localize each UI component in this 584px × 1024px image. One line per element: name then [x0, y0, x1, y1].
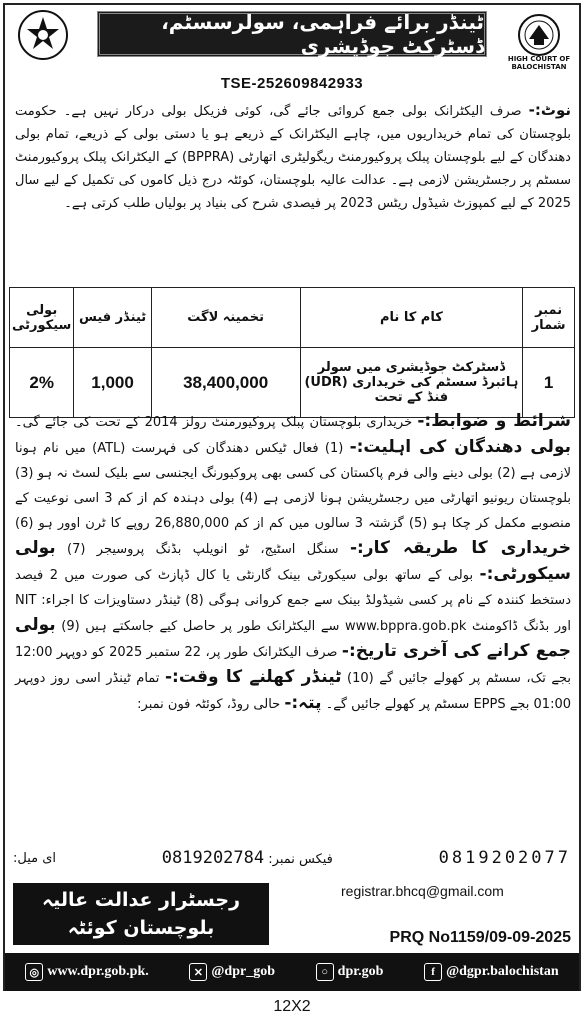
footer-website	[25, 963, 148, 981]
phone-block	[439, 848, 571, 868]
terms-and-conditions	[15, 409, 571, 829]
footer-social-bar	[5, 953, 579, 991]
col-serial: نمبر شمار	[523, 288, 575, 348]
tse-number: TSE-252609842933	[220, 75, 364, 92]
table-header-row	[10, 288, 575, 348]
website-text: www.dpr.gob.pk.	[47, 964, 149, 979]
prq-number: PRQ No1159/09-09-2025	[389, 929, 571, 946]
col-tender-fee: ٹینڈر فیس	[74, 288, 151, 348]
registrar-line-1: رجسٹرار عدالت عالیہ	[41, 889, 241, 911]
deadline-text: صرف الیکٹرانک طور پر، 22 ستمبر 2025 کو دوپہر 12:00 بجے تک، سسٹم پر کھولے جائیں گے (10)	[15, 645, 572, 686]
globe-icon: ◎	[25, 963, 43, 981]
ad-size-label: 12X2	[273, 998, 311, 1015]
terms-text: خریداری بلوچستان پبلک پروکیورمنٹ رولز 2014 کے تحت کی جائے گی۔	[15, 415, 413, 430]
header	[5, 5, 579, 71]
tender-title: ٹینڈر برائے فراہمی، سولرسسٹم، ڈسٹرکٹ جوڈیشری	[97, 11, 487, 57]
instagram-icon: ○	[316, 963, 334, 981]
notice-label: نوٹ:-	[528, 101, 571, 119]
seal-caption: HIGH COURT OF BALOCHISTAN	[507, 55, 571, 71]
table-row	[10, 348, 575, 418]
facebook-text: @dgpr.balochistan	[446, 964, 559, 979]
twitter-text: @dpr_gob	[211, 964, 276, 979]
twitter-icon: ✕	[189, 963, 207, 981]
opening-time-heading: ٹینڈر کھلنے کا وقت:-	[164, 667, 342, 687]
email-address: registrar.bhcq@gmail.com	[341, 883, 504, 899]
col-bid-security: بولی سیکورٹی	[10, 288, 74, 348]
address-text: حالی روڈ، کوئٹہ فون نمبر:	[137, 697, 281, 712]
advertisement-frame	[3, 3, 581, 991]
notice-paragraph	[15, 99, 571, 219]
procurement-method-heading: خریداری کا طریقہ کار:-	[349, 538, 571, 558]
footer-instagram	[316, 963, 384, 981]
cell-serial: 1	[523, 348, 575, 418]
terms-heading: شرائط و ضوابط:-	[417, 411, 571, 431]
col-work-name: کام کا نام	[300, 288, 523, 348]
balochistan-emblem-icon	[15, 9, 71, 61]
eligibility-heading: بولی دھندگان کی اہلیت:-	[349, 437, 571, 457]
procurement-method-text: سنگل اسٹیج، ٹو انویلپ بڈنگ پروسیجر (7)	[67, 542, 339, 557]
footer-twitter	[189, 963, 275, 981]
deadline-heading: بولی جمع کرانے کی آخری تاریخ:-	[15, 615, 572, 661]
cell-work-name: ڈسٹرکٹ جوڈیشری میں سولر ہائبرڈ سسٹم کی خریداری (UDR) فنڈ کے تحت	[300, 348, 523, 418]
footer-facebook	[424, 963, 559, 981]
phone-number: 0819202077	[438, 848, 571, 868]
cell-bid-security: 2%	[10, 348, 74, 418]
eligibility-text: (1) فعال ٹیکس دھندگان کی فہرست (ATL) میں نام ہونا لازمی ہے (2) بولی دینے والی فرم پاکستان کی کسی بھی پروکیورنگ ایجنسی سے بلیک لسٹ نہ ہو (3) بلوچستان ریونیو اتھارٹی میں رجسٹریشن ہونا لازمی ہے (4) بولی دہندہ کم از کم 3 اسی نوعیت کے منصوبے مکمل کر چکا ہو (5) گزشتہ 3 سالوں میں کم از کم 26,880,000 روپے کا ٹرن اوور ہو (6)	[15, 441, 572, 531]
bid-security-text: بولی کے ساتھ بولی سیکورٹی بینک گارنٹی یا کال ڈپازٹ کی صورت میں 2 فیصد دستخط کنندہ کے نام پر کسی شیڈولڈ بینک سے جمع کروانی ہوگی (8) ٹینڈر دستاویزات کا اجراء: NIT اور بڈنگ ڈاکومنٹ www.bppra.gob.pk سے الیکٹرانک طور پر حاصل کیے جاسکتے ہیں (9)	[15, 568, 572, 634]
email-label: ای میل:	[13, 850, 57, 866]
fax-block	[162, 848, 333, 868]
notice-text: صرف الیکٹرانک بولی جمع کروائی جائے گی، کوئی فزیکل بولی درکار نہیں ہے۔ حکومت بلوچستان کی تمام خریداریوں میں، چاہے الیکٹرانک کے ذریعے ہو یا دستی بولی کے ذریعے، تمام بولی دھندگان کے لیے بلوچستان پبلک پروکیورمنٹ ریگولیٹری اتھارٹی (BPPRA) کے الیکٹرانک پبلک پروکیورمنٹ سسٹم پر رجسٹریشن لازمی ہے۔ عدالت عالیہ بلوچستان، کوئٹہ درج ذیل کاموں کی تکمیل کے لیے سال 2025 کے لیے کمپوزٹ شیڈول ریٹس 2023 پر فیصدی شرح کی بنیاد پر بولیاں طلب کرتی ہے۔	[15, 104, 571, 211]
tender-table	[9, 287, 575, 418]
address-heading: پتہ:-	[284, 693, 322, 713]
facebook-icon: f	[424, 963, 442, 981]
registrar-line-2: بلوچستان کوئٹہ	[67, 917, 215, 939]
fax-number: 0819202784	[161, 848, 265, 868]
registrar-signature-box	[13, 883, 269, 945]
instagram-text: dpr.gob	[337, 964, 384, 979]
high-court-seal-icon	[511, 9, 567, 61]
col-estimated-cost: تخمینہ لاگت	[151, 288, 300, 348]
fax-label: فیکس نمبر:	[268, 852, 333, 867]
contact-row	[13, 843, 571, 873]
bid-security-heading: بولی سیکورٹی:-	[15, 538, 571, 584]
cell-tender-fee: 1,000	[74, 348, 151, 418]
cell-estimated-cost: 38,400,000	[151, 348, 300, 418]
opening-time-text: تمام ٹینڈر اسی روز دوپہر 01:00 بجے EPPS سسٹم پر کھولے جائیں گے۔	[15, 671, 571, 712]
